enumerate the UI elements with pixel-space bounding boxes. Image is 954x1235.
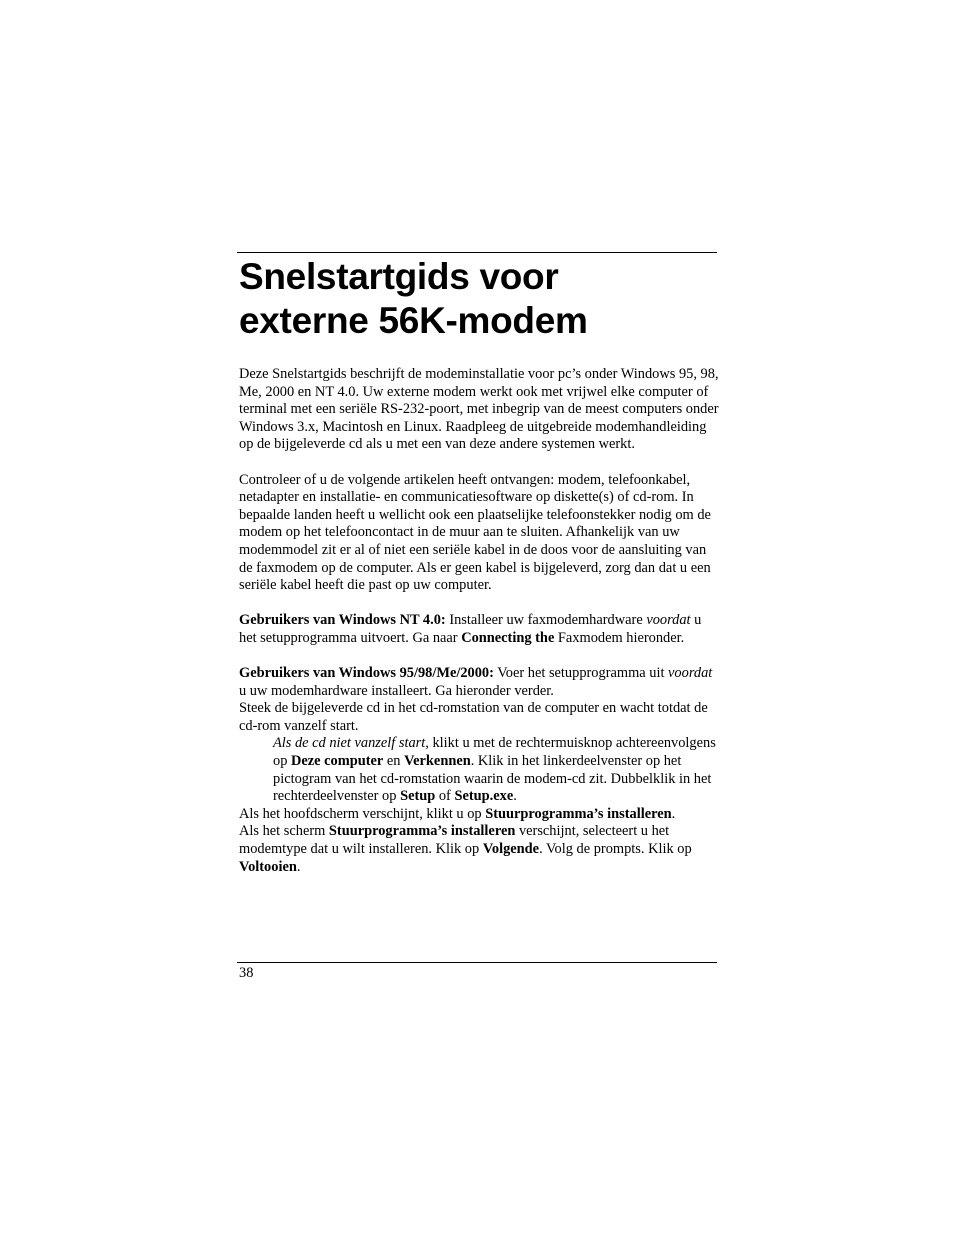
- win9x-emphasis: voordat: [668, 665, 713, 682]
- voltooien-label: Voltooien: [239, 858, 297, 875]
- top-rule: [237, 252, 717, 253]
- nt-text-2: u het setupprogramma uitvoert. Ga naar: [239, 612, 702, 646]
- checklist-paragraph: Controleer of u de volgende artikelen heeft ontvangen: modem, telefoonkabel, netadapter en installatie- en communicatiesoftware op diskette(s) of cd-rom. In bepaalde landen heeft u wellicht ook een plaatselijke telefoonstekker nodig om de modem op het telefooncontact in de muur aan te sluiten. Afhankelijk van uw modemmodel zit er al of niet een seriële kabel in de doos voor de aansluiting van de faxmodem op de computer. Als er geen kabel is bijgeleverd, zorg dan dat u een seriële kabel heeft die past op uw computer.: [239, 471, 711, 594]
- nt-emphasis: voordat: [646, 612, 691, 629]
- driver-screen-paragraph: [239, 823, 721, 876]
- win9x-text-1: Voer het setupprogramma uit: [493, 665, 669, 682]
- main-screen-text-1: Als het hoofdscherm verschijnt, klikt u op: [239, 805, 486, 822]
- nt-text-1: Installeer uw faxmodemhardware: [445, 612, 647, 629]
- main-screen-text-2: .: [671, 805, 676, 822]
- driver-screen-text-1: Als het scherm: [239, 823, 329, 840]
- setup-label: Setup: [400, 788, 436, 805]
- setup-exe-label: Setup.exe: [454, 788, 514, 805]
- nt-text-3: Faxmodem hieronder.: [554, 629, 685, 646]
- autostart-text-1: klikt u met de rechtermuisknop achtereenvolgens op: [273, 735, 716, 770]
- driver-screen-text-3: . Volg de prompts. Klik op: [539, 841, 692, 858]
- win9x-text-2: u uw modemhardware installeert. Ga hieronder verder.: [239, 682, 554, 699]
- autostart-text-5: .: [513, 788, 517, 805]
- title-line-2: externe 56K-modem: [239, 300, 588, 341]
- page-number: 38: [239, 965, 254, 981]
- body-text: [239, 366, 721, 876]
- deze-computer-label: Deze computer: [291, 753, 384, 770]
- bottom-rule: [237, 962, 717, 963]
- page-title: [239, 255, 717, 343]
- volgende-label: Volgende: [482, 841, 540, 858]
- title-line-1: Snelstartgids voor: [239, 256, 559, 297]
- install-drivers-label: Stuurprogramma’s installeren: [485, 805, 672, 822]
- autostart-text-4: of: [435, 788, 455, 805]
- insert-cd-paragraph: Steek de bijgeleverde cd in het cd-romstation van de computer en wacht totdat de cd-rom vanzelf start.: [239, 700, 708, 734]
- autostart-paragraph: [239, 735, 721, 805]
- autostart-text-3: . Klik in het linkerdeelvenster op het pictogram van het cd-romstation waarin de modem-cd zit. Dubbelklik in het rechterdeelvenster op: [273, 753, 712, 805]
- win9x-heading: Gebruikers van Windows 95/98/Me/2000:: [239, 665, 494, 682]
- main-screen-paragraph: [239, 806, 721, 824]
- intro-paragraph: Deze Snelstartgids beschrijft de modeminstallatie voor pc’s onder Windows 95, 98, Me, 2000 en NT 4.0. Uw externe modem werkt ook met vrijwel elke computer of terminal met een seriële RS-232-poort, met inbegrip van de meest computers onder Windows 3.x, Macintosh en Linux. Raadpleeg de uitgebreide modemhandleiding op de bijgeleverde cd als u met een van deze andere systemen werkt.: [239, 366, 719, 453]
- win9x-paragraph: [239, 665, 721, 700]
- autostart-emphasis: Als de cd niet vanzelf start,: [273, 735, 429, 752]
- verkennen-label: Verkennen: [404, 753, 471, 770]
- driver-screen-label: Stuurprogramma’s installeren: [328, 823, 516, 840]
- nt-heading: Gebruikers van Windows NT 4.0:: [239, 612, 446, 629]
- nt-link-text: Connecting the: [461, 629, 555, 646]
- autostart-text-2: en: [383, 753, 405, 770]
- driver-screen-text-4: .: [296, 858, 301, 875]
- driver-screen-text-2: verschijnt, selecteert u het modemtype dat u wilt installeren. Klik op: [239, 823, 670, 858]
- nt-paragraph: [239, 612, 721, 647]
